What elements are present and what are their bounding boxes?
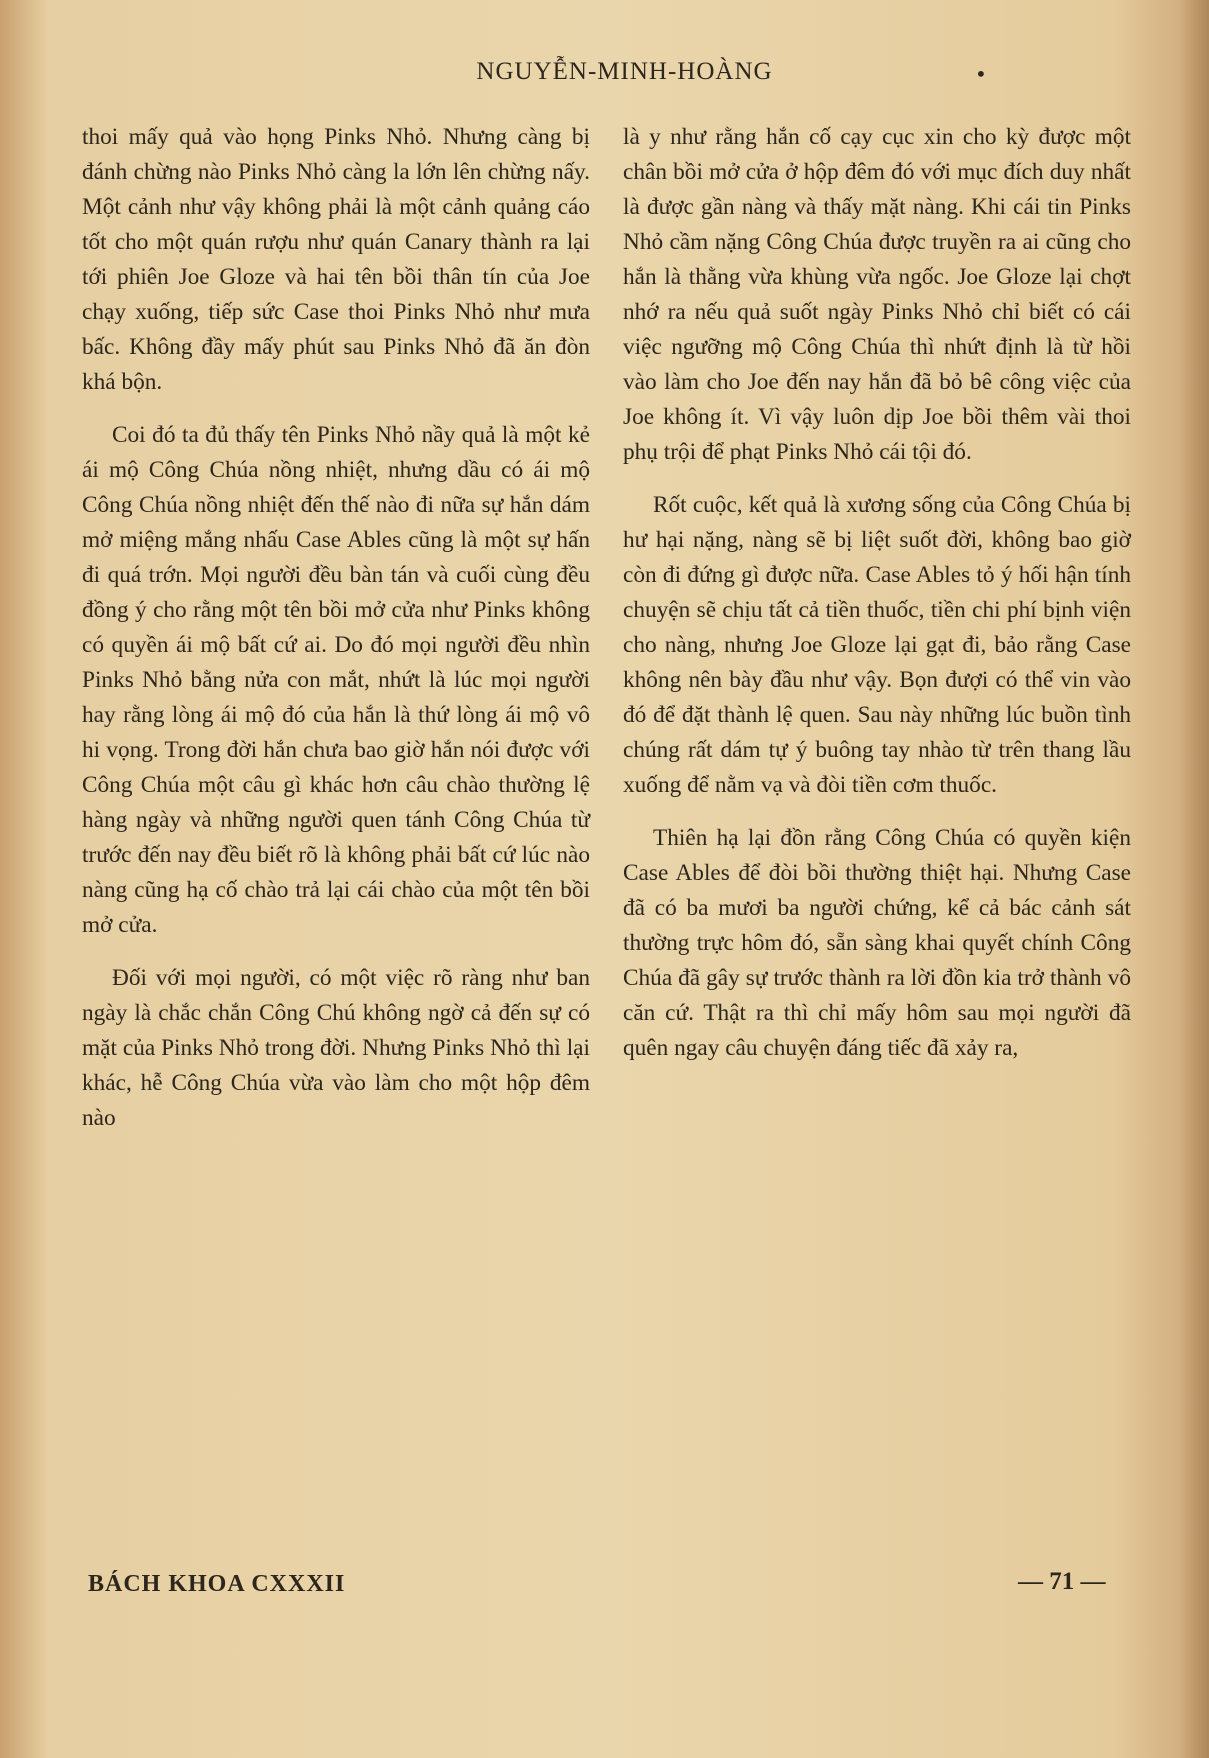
page-edge-shadow xyxy=(1179,0,1209,1758)
paragraph: là y như rằng hắn cố cạy cục xin cho kỳ được một chân bồi mở cửa ở hộp đêm đó với mục đích duy nhất là được gần nàng và thấy mặt nàng. Khi cái tin Pinks Nhỏ cầm nặng Công Chúa được truyền ra ai cũng cho hắn là thằng vừa khùng vừa ngốc. Joe Gloze lại chợt nhớ ra nếu quả suốt ngày Pinks Nhỏ chỉ biết có cái việc ngưỡng mộ Công Chúa thì nhứt định là từ hồi vào làm cho Joe đến nay hắn đã bỏ bê công việc của Joe không ít. Vì vậy luôn dịp Joe bồi thêm vài thoi phụ trội để phạt Pinks Nhỏ cái tội đó. xyxy=(623,124,1131,465)
author-name: NGUYỄN-MINH-HOÀNG xyxy=(476,58,773,85)
paragraph: Thiên hạ lại đồn rằng Công Chúa có quyền kiện Case Ables để đòi bồi thường thiệt hại. Nhưng Case đã có ba mươi ba người chứng, kể cả bác cảnh sát thường trực hôm đó, sẵn sàng khai quyết chính Công Chúa đã gây sự trước thành ra lời đồn kia trở thành vô căn cứ. Thật ra thì chỉ mấy hôm sau mọi người đã quên ngay câu chuyện đáng tiếc đã xảy ra, xyxy=(623,825,1131,1061)
right-column xyxy=(623,120,1131,1084)
paragraph: thoi mấy quả vào họng Pinks Nhỏ. Nhưng càng bị đánh chừng nào Pinks Nhỏ càng la lớn lên chừng nấy. Một cảnh như vậy không phải là một cảnh quảng cáo tốt cho một quán rượu như quán Canary thành ra lại tới phiên Joe Gloze và hai tên bồi thân tín của Joe chạy xuống, tiếp sức Case thoi Pinks Nhỏ như mưa bấc. Không đầy mấy phút sau Pinks Nhỏ đã ăn đòn khá bộn. xyxy=(82,124,590,395)
header-dot: • xyxy=(975,62,987,86)
paragraph: Rốt cuộc, kết quả là xương sống của Công Chúa bị hư hại nặng, nàng sẽ bị liệt suốt đời, không bao giờ còn đi đứng gì được nữa. Case Ables tỏ ý hối hận tính chuyện sẽ chịu tất cả tiền thuốc, tiền chi phí bịnh viện cho nàng, nhưng Joe Gloze lại gạt đi, bảo rằng Case không nên bày đầu như vậy. Bọn đượi có thể vin vào đó để đặt thành lệ quen. Sau này những lúc buồn tình chúng rất dám tự ý buông tay nhào từ trên thang lầu xuống để nằm vạ và đòi tiền cơm thuốc. xyxy=(623,492,1131,798)
page-number: — 71 — xyxy=(1018,1568,1106,1595)
running-header xyxy=(0,58,1209,86)
left-column xyxy=(82,120,590,1154)
paragraph: Đối với mọi người, có một việc rõ ràng như ban ngày là chắc chắn Công Chú không ngờ cả đến sự có mặt của Pinks Nhỏ trong đời. Nhưng Pinks Nhỏ thì lại khác, hễ Công Chúa vừa vào làm cho một hộp đêm nào xyxy=(82,965,590,1131)
publication-footer: BÁCH KHOA CXXXII xyxy=(88,1571,346,1597)
paragraph: Coi đó ta đủ thấy tên Pinks Nhỏ nầy quả là một kẻ ái mộ Công Chúa nồng nhiệt, nhưng dầu có ái mộ Công Chúa nồng nhiệt đến thế nào đi nữa sự hắn dám mở miệng mắng nhấu Case Ables cũng là một sự hấn đi quá trớn. Mọi người đều bàn tán và cuối cùng đều đồng ý cho rằng một tên bồi mở cửa như Pinks không có quyền ái mộ bất cứ ai. Do đó mọi người đều nhìn Pinks Nhỏ bằng nửa con mắt, nhứt là lúc mọi người hay rằng lòng ái mộ đó của hắn là thứ lòng ái mộ vô hi vọng. Trong đời hắn chưa bao giờ hắn nói được với Công Chúa một câu gì khác hơn câu chào thường lệ hàng ngày và những người quen tánh Công Chúa từ trước đến nay đều biết rõ là không phải bất cứ lúc nào nàng cũng hạ cố chào trả lại cái chào của một tên bồi mở cửa. xyxy=(82,422,590,938)
